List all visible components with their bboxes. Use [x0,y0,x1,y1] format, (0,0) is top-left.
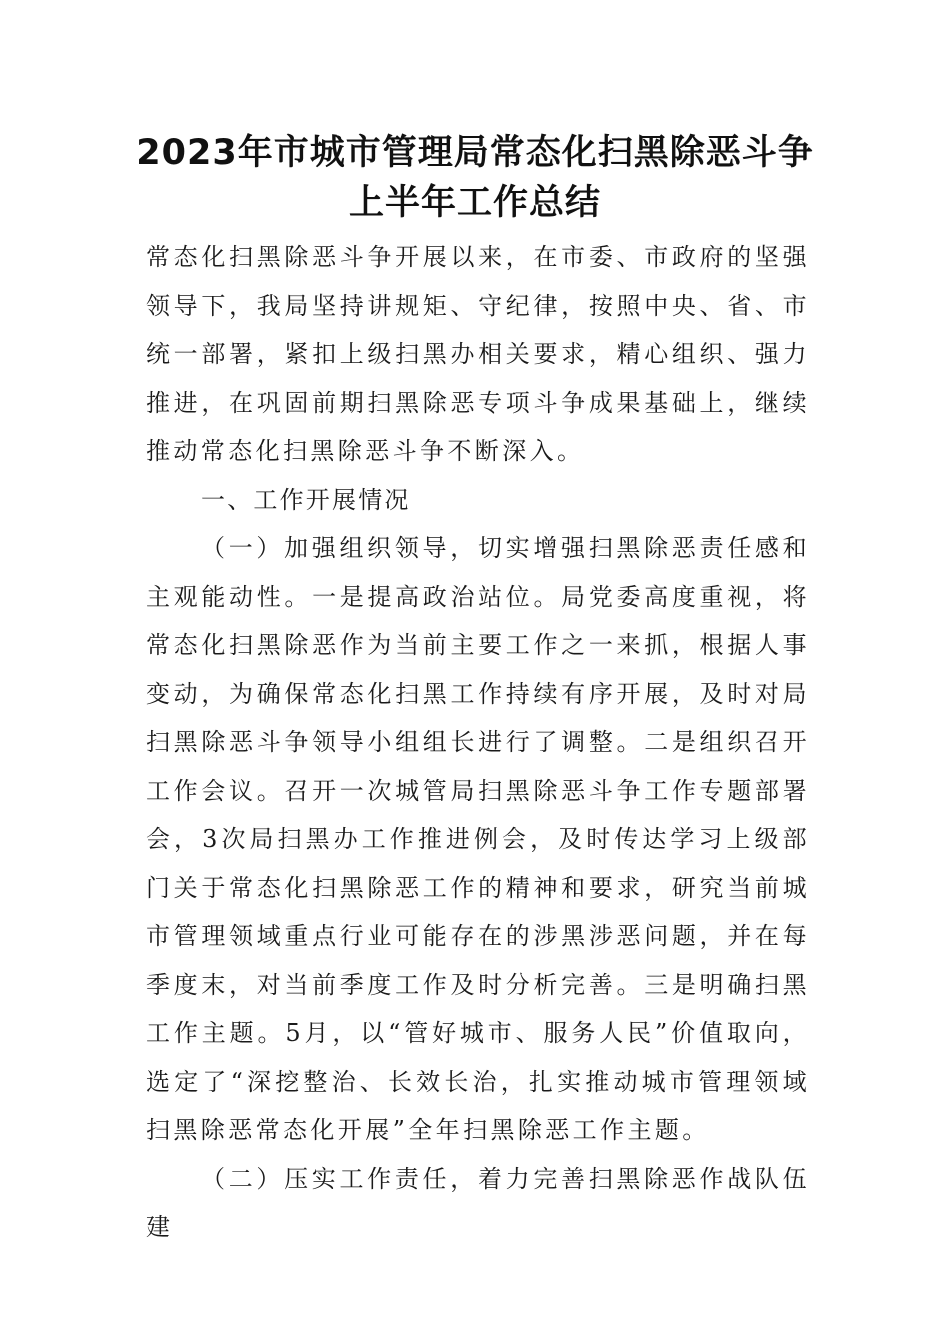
intro-paragraph: 常态化扫黑除恶斗争开展以来，在市委、市政府的坚强领导下，我局坚持讲规矩、守纪律，按照中央、省、市统一部署，紧扣上级扫黑办相关要求，精心组织、强力推进，在巩固前期扫黑除恶专项斗争成果基础上，继续推动常态化扫黑除恶斗争不断深入。 [146,243,810,465]
body-paragraph: （一）加强组织领导，切实增强扫黑除恶责任感和主观能动性。一是提高政治站位。局党委高度重视，将常态化扫黑除恶作为当前主要工作之一来抓，根据人事变动，为确保常态化扫黑工作持续有序开展，及时对局扫黑除恶斗争领导小组组长进行了调整。二是组织召开工作会议。召开一次城管局扫黑除恶斗争工作专题部署会，3次局扫黑办工作推进例会，及时传达学习上级部门关于常态化扫黑除恶工作的精神和要求，研究当前城市管理领域重点行业可能存在的涉黑涉恶问题，并在每季度末，对当前季度工作及时分析完善。三是明确扫黑工作主题。5月，以“管好城市、服务人民”价值取向，选定了“深挖整治、长效长治，扎实推动城市管理领域扫黑除恶常态化开展”全年扫黑除恶工作主题。 [146,534,810,1144]
section-heading: 一、工作开展情况 [201,485,411,514]
document-title-line-2: 上半年工作总结 [348,183,601,223]
document-title-line-1: 2023年市城市管理局常态化扫黑除恶斗争 [136,133,814,173]
document-body [146,233,810,1252]
body-paragraph: （二）压实工作责任，着力完善扫黑除恶作战队伍建 [146,1164,810,1241]
